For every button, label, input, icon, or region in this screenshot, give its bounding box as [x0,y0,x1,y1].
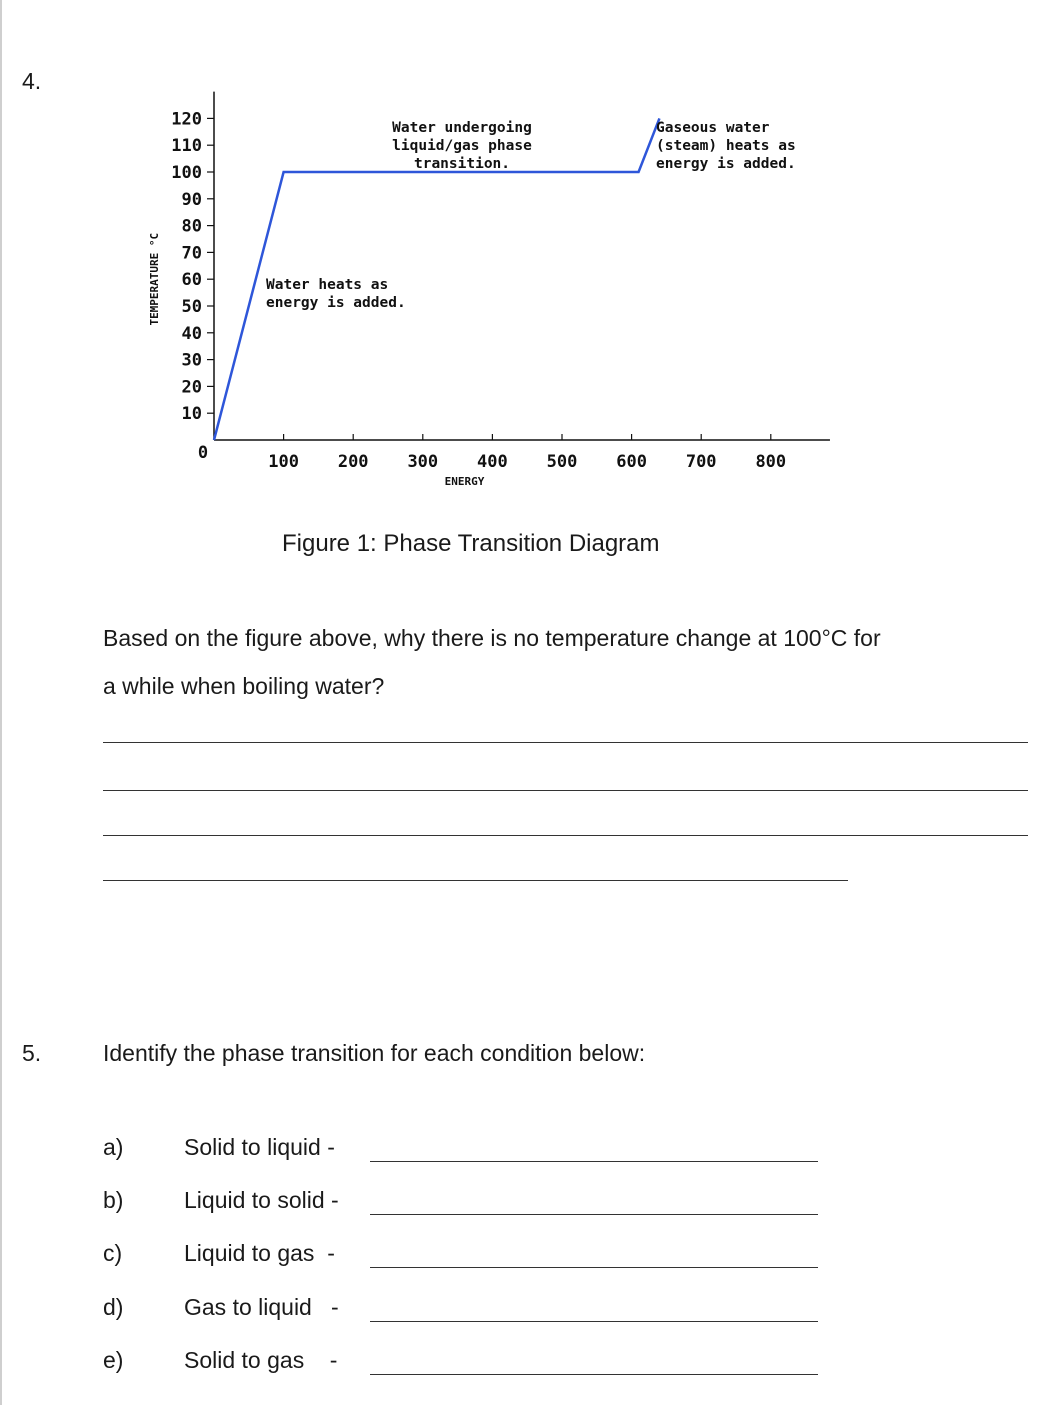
annotation-line: transition. [413,156,511,172]
x-axis-label: ENERGY [444,475,485,488]
item-text-a: Solid to liquid - [184,1134,335,1160]
answer-line[interactable] [103,742,1028,743]
y-tick-label: 20 [181,377,202,398]
x-tick-label: 100 [268,452,299,472]
chart-annotations [266,120,796,311]
answer-line[interactable] [103,835,1028,836]
question-4-prompt-line-1: Based on the figure above, why there is no temperature change at 100°C for [103,625,881,651]
y-tick-label: 110 [171,136,202,157]
item-text-e: Solid to gas - [184,1347,338,1373]
y-tick-label: 40 [181,323,202,344]
item-letter-d: d) [103,1294,124,1320]
item-text-b: Liquid to solid - [184,1187,339,1213]
phase-transition-chart [0,0,1045,520]
item-answer-line-b[interactable] [370,1214,818,1215]
annotation-text [392,120,532,172]
annotation-line: (steam) heats as [656,138,796,154]
question-5-prompt: Identify the phase transition for each condition below: [103,1040,646,1066]
y-tick-label: 80 [181,216,202,237]
origin-label: 0 [197,443,209,463]
item-answer-line-a[interactable] [370,1161,818,1162]
question-4-prompt-line-2: a while when boiling water? [103,673,385,699]
question-5-number: 5. [22,1040,42,1066]
x-ticks [268,434,786,488]
item-answer-line-c[interactable] [370,1267,818,1268]
x-tick-label: 700 [685,452,717,472]
annotation-line: Water undergoing [392,120,532,136]
x-tick-label: 400 [477,452,508,472]
y-axis-label: TEMPERATURE °C [148,232,161,326]
figure-caption: Figure 1: Phase Transition Diagram [282,530,660,557]
item-text-c: Liquid to gas - [184,1240,335,1266]
item-letter-c: c) [103,1240,123,1266]
y-tick-label: 10 [181,404,202,425]
item-letter-a: a) [103,1134,124,1160]
item-answer-line-d[interactable] [370,1321,818,1322]
answer-line[interactable] [103,880,848,881]
y-ticks [148,109,214,463]
x-tick-label: 500 [546,452,578,472]
annotation-text [656,120,796,172]
x-tick-label: 300 [407,452,439,472]
annotation-line: liquid/gas phase [392,138,532,154]
y-tick-label: 70 [181,243,202,264]
question-4-number: 4. [22,68,42,94]
y-tick-label: 60 [181,270,202,291]
x-tick-label: 600 [616,452,647,472]
annotation-line: Gaseous water [656,120,770,136]
x-tick-label: 800 [755,452,787,472]
answer-line[interactable] [103,790,1028,791]
item-text-d: Gas to liquid - [184,1294,339,1320]
y-tick-label: 100 [171,163,202,183]
y-tick-label: 90 [181,189,202,210]
item-letter-b: b) [103,1187,124,1213]
annotation-line: Water heats as [266,277,389,293]
annotation-line: energy is added. [266,295,406,311]
x-tick-label: 200 [337,452,369,472]
y-tick-label: 120 [171,109,202,130]
annotation-text [266,277,406,311]
y-tick-label: 50 [181,297,202,317]
annotation-line: energy is added. [656,156,796,172]
y-tick-label: 30 [181,350,202,371]
item-letter-e: e) [103,1347,124,1373]
item-answer-line-e[interactable] [370,1374,818,1375]
